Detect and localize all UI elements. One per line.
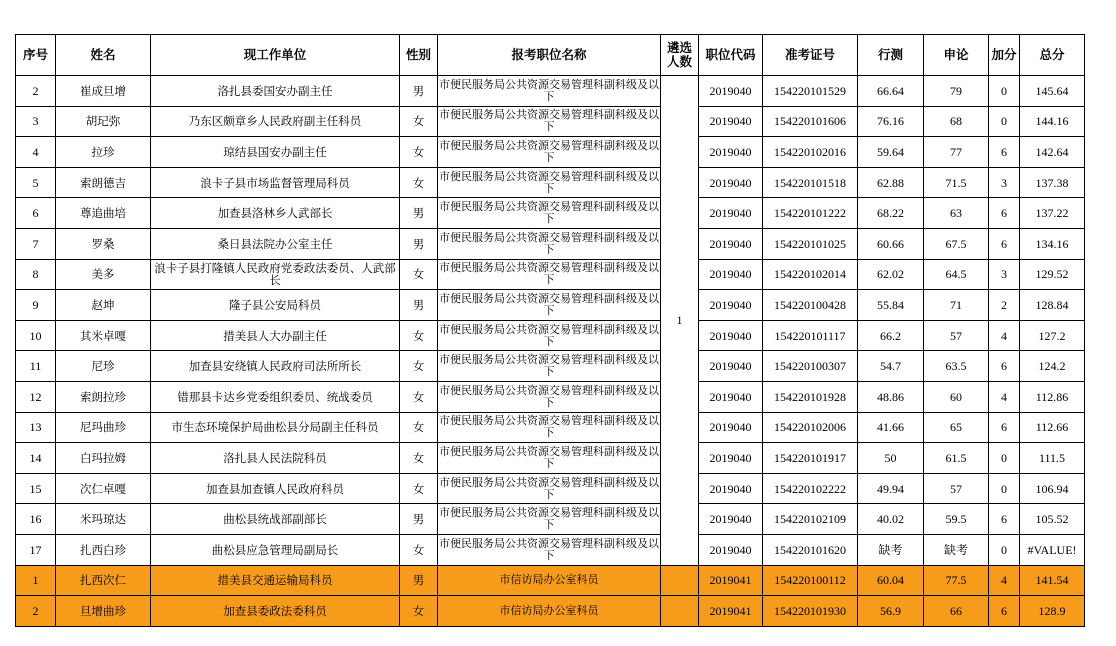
cell-bonus[interactable]: 0 xyxy=(989,473,1020,504)
cell-xingce[interactable]: 59.64 xyxy=(858,137,924,168)
cell-code[interactable]: 2019041 xyxy=(699,596,763,627)
cell-xingce[interactable]: 缺考 xyxy=(858,534,924,565)
cell-seq[interactable]: 2 xyxy=(16,76,56,107)
cell-name[interactable]: 扎西次仁 xyxy=(56,565,151,596)
cell-seq[interactable]: 16 xyxy=(16,504,56,535)
cell-bonus[interactable]: 3 xyxy=(989,259,1020,290)
cell-unit[interactable]: 曲松县应急管理局副局长 xyxy=(151,534,400,565)
cell-code[interactable]: 2019040 xyxy=(699,351,763,382)
cell-position[interactable]: 市便民服务局公共资源交易管理科副科级及以下 xyxy=(438,290,661,321)
cell-unit[interactable]: 浪卡子县市场监督管理局科员 xyxy=(151,167,400,198)
cell-shenlun[interactable]: 64.5 xyxy=(924,259,989,290)
cell-seq[interactable]: 10 xyxy=(16,320,56,351)
cell-unit[interactable]: 桑日县法院办公室主任 xyxy=(151,228,400,259)
cell-code[interactable]: 2019041 xyxy=(699,565,763,596)
cell-seq[interactable]: 13 xyxy=(16,412,56,443)
cell-bonus[interactable]: 6 xyxy=(989,137,1020,168)
cell-seq[interactable]: 14 xyxy=(16,443,56,474)
cell-unit[interactable]: 措美县交通运输局科员 xyxy=(151,565,400,596)
cell-total[interactable]: 105.52 xyxy=(1020,504,1085,535)
cell-name[interactable]: 索朗德吉 xyxy=(56,167,151,198)
cell-gender[interactable]: 女 xyxy=(400,106,438,137)
cell-gender[interactable]: 男 xyxy=(400,76,438,107)
table-row[interactable] xyxy=(16,290,1085,321)
cell-total[interactable]: #VALUE! xyxy=(1020,534,1085,565)
cell-seq[interactable]: 7 xyxy=(16,228,56,259)
cell-bonus[interactable]: 6 xyxy=(989,351,1020,382)
cell-gender[interactable]: 男 xyxy=(400,228,438,259)
cell-xingce[interactable]: 41.66 xyxy=(858,412,924,443)
table-row[interactable] xyxy=(16,565,1085,596)
cell-unit[interactable]: 加查县委政法委科员 xyxy=(151,596,400,627)
cell-bonus[interactable]: 2 xyxy=(989,290,1020,321)
cell-position[interactable]: 市便民服务局公共资源交易管理科副科级及以下 xyxy=(438,198,661,229)
cell-gender[interactable]: 男 xyxy=(400,198,438,229)
table-row[interactable] xyxy=(16,106,1085,137)
cell-total[interactable]: 134.16 xyxy=(1020,228,1085,259)
cell-gender[interactable]: 女 xyxy=(400,320,438,351)
cell-bonus[interactable]: 3 xyxy=(989,167,1020,198)
cell-shenlun[interactable]: 77 xyxy=(924,137,989,168)
cell-code[interactable]: 2019040 xyxy=(699,228,763,259)
cell-ticket[interactable]: 154220100428 xyxy=(763,290,858,321)
cell-bonus[interactable]: 4 xyxy=(989,565,1020,596)
table-row[interactable] xyxy=(16,228,1085,259)
cell-shenlun[interactable]: 67.5 xyxy=(924,228,989,259)
cell-gender[interactable]: 男 xyxy=(400,504,438,535)
cell-position[interactable]: 市便民服务局公共资源交易管理科副科级及以下 xyxy=(438,381,661,412)
cell-gender[interactable]: 女 xyxy=(400,473,438,504)
cell-shenlun[interactable]: 61.5 xyxy=(924,443,989,474)
cell-shenlun[interactable]: 57 xyxy=(924,320,989,351)
cell-quota[interactable] xyxy=(661,596,699,627)
cell-code[interactable]: 2019040 xyxy=(699,504,763,535)
cell-xingce[interactable]: 60.04 xyxy=(858,565,924,596)
cell-bonus[interactable]: 0 xyxy=(989,534,1020,565)
cell-name[interactable]: 白玛拉姆 xyxy=(56,443,151,474)
cell-ticket[interactable]: 154220102016 xyxy=(763,137,858,168)
cell-seq[interactable]: 6 xyxy=(16,198,56,229)
cell-position[interactable]: 市便民服务局公共资源交易管理科副科级及以下 xyxy=(438,106,661,137)
cell-xingce[interactable]: 50 xyxy=(858,443,924,474)
cell-shenlun[interactable]: 缺考 xyxy=(924,534,989,565)
cell-code[interactable]: 2019040 xyxy=(699,137,763,168)
cell-position[interactable]: 市便民服务局公共资源交易管理科副科级及以下 xyxy=(438,76,661,107)
cell-xingce[interactable]: 62.88 xyxy=(858,167,924,198)
cell-code[interactable]: 2019040 xyxy=(699,198,763,229)
cell-position[interactable]: 市便民服务局公共资源交易管理科副科级及以下 xyxy=(438,412,661,443)
cell-ticket[interactable]: 154220102109 xyxy=(763,504,858,535)
cell-total[interactable]: 144.16 xyxy=(1020,106,1085,137)
cell-bonus[interactable]: 4 xyxy=(989,381,1020,412)
cell-shenlun[interactable]: 66 xyxy=(924,596,989,627)
cell-gender[interactable]: 女 xyxy=(400,534,438,565)
table-row[interactable] xyxy=(16,381,1085,412)
cell-unit[interactable]: 琼结县国安办副主任 xyxy=(151,137,400,168)
cell-gender[interactable]: 女 xyxy=(400,167,438,198)
header-ticket[interactable]: 准考证号 xyxy=(763,35,858,76)
cell-total[interactable]: 137.22 xyxy=(1020,198,1085,229)
cell-xingce[interactable]: 48.86 xyxy=(858,381,924,412)
cell-unit[interactable]: 加查县加查镇人民政府科员 xyxy=(151,473,400,504)
cell-ticket[interactable]: 154220101117 xyxy=(763,320,858,351)
cell-gender[interactable]: 女 xyxy=(400,137,438,168)
cell-seq[interactable]: 12 xyxy=(16,381,56,412)
cell-total[interactable]: 128.84 xyxy=(1020,290,1085,321)
table-row[interactable] xyxy=(16,76,1085,107)
header-position[interactable]: 报考职位名称 xyxy=(438,35,661,76)
cell-seq[interactable]: 8 xyxy=(16,259,56,290)
cell-seq[interactable]: 2 xyxy=(16,596,56,627)
cell-ticket[interactable]: 154220101025 xyxy=(763,228,858,259)
cell-shenlun[interactable]: 65 xyxy=(924,412,989,443)
cell-total[interactable]: 111.5 xyxy=(1020,443,1085,474)
cell-name[interactable]: 其米卓嘎 xyxy=(56,320,151,351)
cell-gender[interactable]: 女 xyxy=(400,412,438,443)
cell-shenlun[interactable]: 77.5 xyxy=(924,565,989,596)
cell-unit[interactable]: 洛扎县人民法院科员 xyxy=(151,443,400,474)
cell-xingce[interactable]: 68.22 xyxy=(858,198,924,229)
cell-ticket[interactable]: 154220102006 xyxy=(763,412,858,443)
cell-ticket[interactable]: 154220101222 xyxy=(763,198,858,229)
cell-seq[interactable]: 17 xyxy=(16,534,56,565)
cell-gender[interactable]: 男 xyxy=(400,290,438,321)
cell-name[interactable]: 索朗拉珍 xyxy=(56,381,151,412)
cell-ticket[interactable]: 154220102014 xyxy=(763,259,858,290)
header-quota[interactable]: 遴选人数 xyxy=(661,35,699,76)
cell-code[interactable]: 2019040 xyxy=(699,534,763,565)
cell-total[interactable]: 128.9 xyxy=(1020,596,1085,627)
cell-position[interactable]: 市便民服务局公共资源交易管理科副科级及以下 xyxy=(438,167,661,198)
cell-bonus[interactable]: 0 xyxy=(989,106,1020,137)
cell-unit[interactable]: 曲松县统战部副部长 xyxy=(151,504,400,535)
cell-code[interactable]: 2019040 xyxy=(699,381,763,412)
cell-bonus[interactable]: 0 xyxy=(989,443,1020,474)
table-row[interactable] xyxy=(16,167,1085,198)
cell-position[interactable]: 市便民服务局公共资源交易管理科副科级及以下 xyxy=(438,534,661,565)
cell-unit[interactable]: 洛扎县委国安办副主任 xyxy=(151,76,400,107)
header-gender[interactable]: 性别 xyxy=(400,35,438,76)
header-unit[interactable]: 现工作单位 xyxy=(151,35,400,76)
cell-ticket[interactable]: 154220101917 xyxy=(763,443,858,474)
cell-name[interactable]: 尼珍 xyxy=(56,351,151,382)
score-table xyxy=(15,34,1085,627)
cell-code[interactable]: 2019040 xyxy=(699,106,763,137)
cell-position[interactable]: 市便民服务局公共资源交易管理科副科级及以下 xyxy=(438,259,661,290)
cell-shenlun[interactable]: 79 xyxy=(924,76,989,107)
cell-position[interactable]: 市便民服务局公共资源交易管理科副科级及以下 xyxy=(438,443,661,474)
cell-ticket[interactable]: 154220101529 xyxy=(763,76,858,107)
cell-xingce[interactable]: 56.9 xyxy=(858,596,924,627)
table-row[interactable] xyxy=(16,443,1085,474)
cell-name[interactable]: 米玛琼达 xyxy=(56,504,151,535)
cell-xingce[interactable]: 55.84 xyxy=(858,290,924,321)
cell-xingce[interactable]: 60.66 xyxy=(858,228,924,259)
table-row[interactable] xyxy=(16,504,1085,535)
cell-position[interactable]: 市信访局办公室科员 xyxy=(438,565,661,596)
cell-name[interactable]: 次仁卓嘎 xyxy=(56,473,151,504)
table-row[interactable] xyxy=(16,351,1085,382)
cell-position[interactable]: 市便民服务局公共资源交易管理科副科级及以下 xyxy=(438,320,661,351)
cell-bonus[interactable]: 6 xyxy=(989,198,1020,229)
cell-unit[interactable]: 乃东区颇章乡人民政府副主任科员 xyxy=(151,106,400,137)
header-bonus[interactable]: 加分 xyxy=(989,35,1020,76)
cell-ticket[interactable]: 154220101930 xyxy=(763,596,858,627)
cell-code[interactable]: 2019040 xyxy=(699,412,763,443)
header-code[interactable]: 职位代码 xyxy=(699,35,763,76)
cell-xingce[interactable]: 49.94 xyxy=(858,473,924,504)
cell-name[interactable]: 旦增曲珍 xyxy=(56,596,151,627)
cell-unit[interactable]: 隆子县公安局科员 xyxy=(151,290,400,321)
cell-shenlun[interactable]: 59.5 xyxy=(924,504,989,535)
cell-name[interactable]: 尼玛曲珍 xyxy=(56,412,151,443)
cell-shenlun[interactable]: 71 xyxy=(924,290,989,321)
cell-xingce[interactable]: 76.16 xyxy=(858,106,924,137)
cell-name[interactable]: 扎西白珍 xyxy=(56,534,151,565)
cell-code[interactable]: 2019040 xyxy=(699,473,763,504)
cell-code[interactable]: 2019040 xyxy=(699,76,763,107)
header-row xyxy=(16,35,1085,76)
cell-total[interactable]: 142.64 xyxy=(1020,137,1085,168)
cell-total[interactable]: 129.52 xyxy=(1020,259,1085,290)
cell-name[interactable]: 胡玘弥 xyxy=(56,106,151,137)
cell-seq[interactable]: 3 xyxy=(16,106,56,137)
cell-gender[interactable]: 女 xyxy=(400,381,438,412)
cell-total[interactable]: 124.2 xyxy=(1020,351,1085,382)
table-row[interactable] xyxy=(16,198,1085,229)
cell-total[interactable]: 112.66 xyxy=(1020,412,1085,443)
table-row[interactable] xyxy=(16,473,1085,504)
cell-shenlun[interactable]: 68 xyxy=(924,106,989,137)
cell-bonus[interactable]: 6 xyxy=(989,596,1020,627)
cell-unit[interactable]: 加查县洛林乡人武部长 xyxy=(151,198,400,229)
cell-xingce[interactable]: 66.64 xyxy=(858,76,924,107)
cell-position[interactable]: 市便民服务局公共资源交易管理科副科级及以下 xyxy=(438,473,661,504)
table-body xyxy=(16,76,1085,627)
cell-name[interactable]: 崔成旦增 xyxy=(56,76,151,107)
cell-shenlun[interactable]: 57 xyxy=(924,473,989,504)
cell-total[interactable]: 106.94 xyxy=(1020,473,1085,504)
cell-ticket[interactable]: 154220101928 xyxy=(763,381,858,412)
cell-shenlun[interactable]: 71.5 xyxy=(924,167,989,198)
table-row[interactable] xyxy=(16,320,1085,351)
cell-gender[interactable]: 女 xyxy=(400,351,438,382)
cell-bonus[interactable]: 6 xyxy=(989,504,1020,535)
cell-ticket[interactable]: 154220101606 xyxy=(763,106,858,137)
cell-gender[interactable]: 女 xyxy=(400,596,438,627)
cell-quota[interactable]: 1 xyxy=(661,76,699,566)
table-row[interactable] xyxy=(16,137,1085,168)
header-xingce[interactable]: 行测 xyxy=(858,35,924,76)
cell-seq[interactable]: 11 xyxy=(16,351,56,382)
cell-gender[interactable]: 男 xyxy=(400,565,438,596)
cell-name[interactable]: 拉珍 xyxy=(56,137,151,168)
cell-xingce[interactable]: 62.02 xyxy=(858,259,924,290)
header-total[interactable]: 总分 xyxy=(1020,35,1085,76)
cell-unit[interactable]: 加查县安绕镇人民政府司法所所长 xyxy=(151,351,400,382)
table-row[interactable] xyxy=(16,412,1085,443)
cell-code[interactable]: 2019040 xyxy=(699,443,763,474)
cell-xingce[interactable]: 54.7 xyxy=(858,351,924,382)
table-row[interactable] xyxy=(16,534,1085,565)
cell-quota[interactable] xyxy=(661,565,699,596)
cell-position[interactable]: 市便民服务局公共资源交易管理科副科级及以下 xyxy=(438,137,661,168)
cell-seq[interactable]: 1 xyxy=(16,565,56,596)
cell-position[interactable]: 市便民服务局公共资源交易管理科副科级及以下 xyxy=(438,351,661,382)
cell-seq[interactable]: 9 xyxy=(16,290,56,321)
cell-bonus[interactable]: 6 xyxy=(989,412,1020,443)
cell-total[interactable]: 137.38 xyxy=(1020,167,1085,198)
cell-code[interactable]: 2019040 xyxy=(699,167,763,198)
cell-ticket[interactable]: 154220101518 xyxy=(763,167,858,198)
cell-position[interactable]: 市便民服务局公共资源交易管理科副科级及以下 xyxy=(438,228,661,259)
header-seq[interactable]: 序号 xyxy=(16,35,56,76)
cell-name[interactable]: 美多 xyxy=(56,259,151,290)
cell-code[interactable]: 2019040 xyxy=(699,320,763,351)
cell-shenlun[interactable]: 63 xyxy=(924,198,989,229)
cell-seq[interactable]: 4 xyxy=(16,137,56,168)
cell-bonus[interactable]: 4 xyxy=(989,320,1020,351)
cell-gender[interactable]: 女 xyxy=(400,443,438,474)
cell-total[interactable]: 112.86 xyxy=(1020,381,1085,412)
cell-code[interactable]: 2019040 xyxy=(699,259,763,290)
header-shenlun[interactable]: 申论 xyxy=(924,35,989,76)
cell-total[interactable]: 141.54 xyxy=(1020,565,1085,596)
cell-unit[interactable]: 浪卡子县打隆镇人民政府党委政法委员、人武部长 xyxy=(151,259,400,290)
cell-xingce[interactable]: 66.2 xyxy=(858,320,924,351)
cell-unit[interactable]: 措美县人大办副主任 xyxy=(151,320,400,351)
cell-name[interactable]: 尊追曲培 xyxy=(56,198,151,229)
cell-ticket[interactable]: 154220100112 xyxy=(763,565,858,596)
cell-bonus[interactable]: 0 xyxy=(989,76,1020,107)
table-row[interactable] xyxy=(16,259,1085,290)
cell-shenlun[interactable]: 63.5 xyxy=(924,351,989,382)
cell-ticket[interactable]: 154220101620 xyxy=(763,534,858,565)
cell-position[interactable]: 市便民服务局公共资源交易管理科副科级及以下 xyxy=(438,504,661,535)
table-row[interactable] xyxy=(16,596,1085,627)
cell-unit[interactable]: 错那县卡达乡党委组织委员、统战委员 xyxy=(151,381,400,412)
cell-seq[interactable]: 5 xyxy=(16,167,56,198)
cell-total[interactable]: 127.2 xyxy=(1020,320,1085,351)
cell-total[interactable]: 145.64 xyxy=(1020,76,1085,107)
cell-position[interactable]: 市信访局办公室科员 xyxy=(438,596,661,627)
cell-gender[interactable]: 女 xyxy=(400,259,438,290)
cell-shenlun[interactable]: 60 xyxy=(924,381,989,412)
cell-code[interactable]: 2019040 xyxy=(699,290,763,321)
cell-unit[interactable]: 市生态环境保护局曲松县分局副主任科员 xyxy=(151,412,400,443)
cell-xingce[interactable]: 40.02 xyxy=(858,504,924,535)
cell-name[interactable]: 赵坤 xyxy=(56,290,151,321)
cell-bonus[interactable]: 6 xyxy=(989,228,1020,259)
cell-ticket[interactable]: 154220102222 xyxy=(763,473,858,504)
cell-seq[interactable]: 15 xyxy=(16,473,56,504)
header-name[interactable]: 姓名 xyxy=(56,35,151,76)
cell-name[interactable]: 罗桑 xyxy=(56,228,151,259)
cell-ticket[interactable]: 154220100307 xyxy=(763,351,858,382)
